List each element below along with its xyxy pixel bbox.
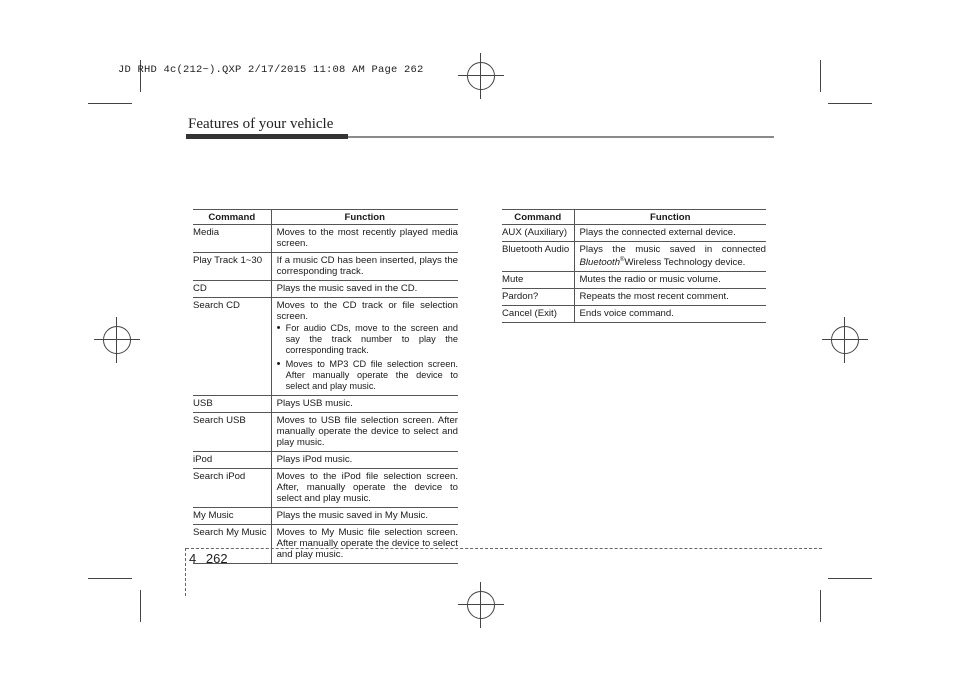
voice-command-table-right (502, 209, 766, 323)
crop-mark (820, 590, 821, 622)
function-text: Wireless Technology device. (624, 257, 746, 269)
table-row (193, 298, 458, 396)
command-cell: Search USB (193, 413, 271, 452)
function-cell: Moves to USB file selection screen. After manually operate the device to select and play music. (271, 413, 458, 452)
function-cell: Plays the music saved in My Music. (271, 508, 458, 525)
command-cell: USB (193, 396, 271, 413)
command-cell: Search iPod (193, 469, 271, 508)
bullet-item: • Moves to MP3 CD file selection screen. After manually operate the device to select and play music. (277, 359, 458, 392)
page-value: 262 (205, 551, 228, 566)
function-cell: Plays the connected external device. (574, 225, 766, 242)
function-cell: Ends voice command. (574, 306, 766, 323)
footer-rule (186, 548, 822, 549)
table-row (193, 253, 458, 281)
function-cell: Moves to My Music file selection screen. After manually operate the device to select and play music. (271, 525, 458, 564)
table-row (502, 242, 766, 272)
command-cell: CD (193, 281, 271, 298)
command-cell: Bluetooth Audio (502, 242, 574, 272)
command-cell: Cancel (Exit) (502, 306, 574, 323)
crop-mark (828, 103, 872, 104)
column-header-command: Command (502, 210, 574, 225)
table-row (193, 452, 458, 469)
table-row (193, 525, 458, 564)
registration-mark-icon (103, 326, 131, 354)
command-cell: Search My Music (193, 525, 271, 564)
function-cell (574, 242, 766, 272)
title-rule-light (348, 136, 774, 138)
print-slug: JD RHD 4c(212~).QXP 2/17/2015 11:08 AM Page 262 (118, 64, 424, 76)
bluetooth-brand-text: Bluetooth (579, 257, 621, 269)
column-header-function: Function (271, 210, 458, 225)
crop-mark (828, 578, 872, 579)
registration-mark-icon (467, 62, 495, 90)
command-cell: Search CD (193, 298, 271, 396)
crop-mark (88, 578, 132, 579)
table-row (193, 281, 458, 298)
function-cell: Plays the music saved in the CD. (271, 281, 458, 298)
function-text: Plays the music saved in connected (579, 244, 766, 255)
command-cell: Mute (502, 272, 574, 289)
function-cell: Moves to the iPod file selection screen. After, manually operate the device to select and play music. (271, 469, 458, 508)
command-cell: My Music (193, 508, 271, 525)
table-row (193, 225, 458, 253)
function-cell (271, 298, 458, 396)
table-row (193, 469, 458, 508)
title-rule-dark (186, 134, 348, 139)
command-cell: Pardon? (502, 289, 574, 306)
function-cell: If a music CD has been inserted, plays the corresponding track. (271, 253, 458, 281)
table-row (502, 272, 766, 289)
column-header-command: Command (193, 210, 271, 225)
function-cell: Moves to the most recently played media screen. (271, 225, 458, 253)
function-text: Moves to the CD track or file selection screen. (276, 300, 458, 322)
function-cell: Mutes the radio or music volume. (574, 272, 766, 289)
command-cell: Play Track 1~30 (193, 253, 271, 281)
page-number (189, 551, 228, 566)
section-title: Features of your vehicle (188, 116, 334, 132)
command-cell: Media (193, 225, 271, 253)
table-row (502, 289, 766, 306)
footer-divider (185, 548, 186, 596)
command-cell: iPod (193, 452, 271, 469)
function-cell: Repeats the most recent comment. (574, 289, 766, 306)
command-cell: AUX (Auxiliary) (502, 225, 574, 242)
crop-mark (140, 590, 141, 622)
table-row (502, 306, 766, 323)
table-row (193, 508, 458, 525)
bullet-item: • For audio CDs, move to the screen and say the track number to play the corresponding track. (277, 323, 458, 356)
column-header-function: Function (574, 210, 766, 225)
crop-mark (820, 60, 821, 92)
function-cell: Plays USB music. (271, 396, 458, 413)
table-row (193, 413, 458, 452)
registration-mark-icon (831, 326, 859, 354)
voice-command-table-left (193, 209, 458, 564)
crop-mark (88, 103, 132, 104)
function-cell: Plays iPod music. (271, 452, 458, 469)
chapter-number: 4 (189, 551, 197, 566)
registration-mark-icon (467, 591, 495, 619)
registered-mark: ® (620, 257, 625, 263)
table-row (193, 396, 458, 413)
table-row (502, 225, 766, 242)
